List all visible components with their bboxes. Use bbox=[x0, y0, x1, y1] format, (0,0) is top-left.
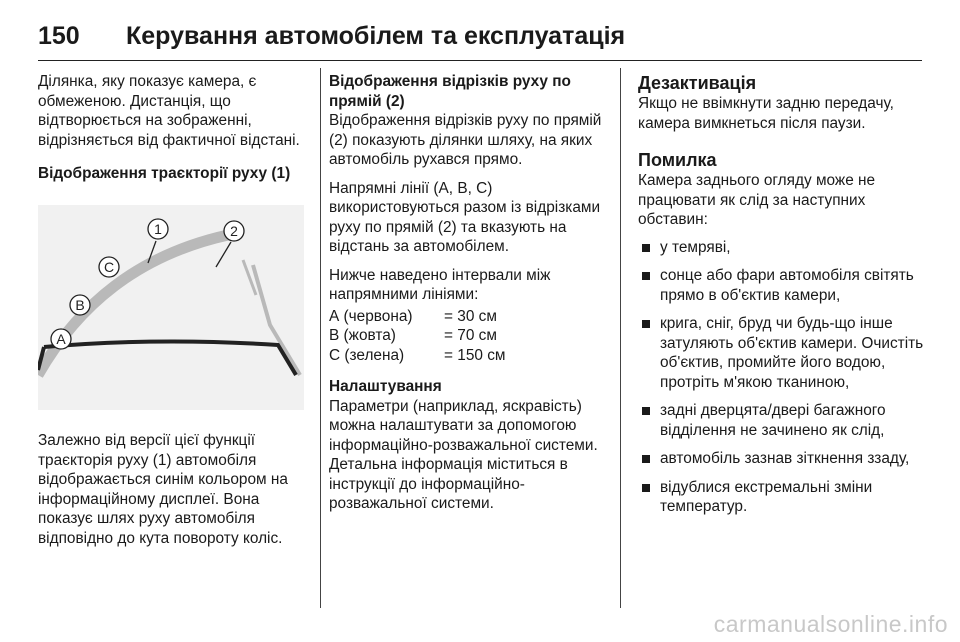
interval-label: С (зелена) bbox=[329, 346, 405, 364]
bullet-icon bbox=[642, 244, 650, 252]
interval-label: В (жовта) bbox=[329, 327, 396, 344]
error-conditions-list bbox=[638, 238, 928, 517]
svg-text:2: 2 bbox=[230, 222, 238, 239]
straight-segments-paragraph: Відображення відрізків руху по прямій (2) показують ділянки шляху, на яких автомобіль рухався прямо. bbox=[329, 112, 602, 168]
column-left bbox=[38, 72, 306, 557]
interval-row bbox=[329, 307, 506, 327]
svg-text:B: B bbox=[75, 296, 85, 313]
settings-heading: Налаштування bbox=[329, 378, 442, 395]
deactivation-paragraph: Якщо не ввімкнути задню передачу, камера вимкнеться після паузи. bbox=[638, 95, 894, 132]
bullet-icon bbox=[642, 407, 650, 415]
svg-text:C: C bbox=[103, 258, 115, 275]
list-item: задні дверцята/двері багажного відділення не зачинено як слід, bbox=[638, 401, 928, 440]
settings-paragraph: Параметри (наприклад, яскравість) можна налаштувати за допомогою інформаційно-розважальної системи. Детальна інформація міститься в інструкції до інформаційно-розважальної системи. bbox=[329, 397, 598, 512]
list-item: сонце або фари автомобіля світять прямо в об'єктив камери, bbox=[638, 266, 928, 305]
interval-row bbox=[329, 326, 506, 346]
bullet-icon bbox=[642, 320, 650, 328]
callout-b bbox=[70, 295, 90, 315]
column-right bbox=[638, 72, 928, 526]
error-paragraph: Камера заднього огляду може не працювати як слід за наступних обставин: bbox=[638, 172, 876, 228]
error-heading: Помилка bbox=[638, 150, 717, 170]
interval-row bbox=[329, 346, 506, 366]
trajectory-description: Залежно від версії цієї функції траєкторія руху (1) автомобіля відображається синім кольором на інформаційному дисплеї. Вона показує шлях руху автомобіля відповідно до кута повороту коліс. bbox=[38, 432, 288, 547]
list-item: відублися екстремальні зміни температур. bbox=[638, 478, 928, 517]
trajectory-heading: Відображення траєкторії руху (1) bbox=[38, 165, 291, 182]
interval-label: А (червона) bbox=[329, 307, 413, 325]
page-title: Керування автомобілем та експлуатація bbox=[126, 21, 626, 50]
deactivation-heading: Дезактивація bbox=[638, 73, 757, 93]
guidelines-paragraph: Напрямні лінії (A, B, C) використовуються разом із відрізками руху по прямій (2) та вказують на відстань за автомобілем. bbox=[329, 179, 601, 255]
intro-paragraph: Ділянка, яку показує камера, є обмеженою. Дистанція, що відтворюється на зображенні, відрізняється від фактичної відстані. bbox=[38, 73, 300, 149]
bullet-icon bbox=[642, 455, 650, 463]
callout-1 bbox=[148, 219, 168, 239]
bullet-icon bbox=[642, 272, 650, 280]
svg-text:A: A bbox=[56, 330, 66, 347]
interval-value: = 30 см bbox=[444, 307, 497, 325]
column-divider-1 bbox=[320, 68, 321, 608]
bullet-icon bbox=[642, 484, 650, 492]
svg-text:1: 1 bbox=[154, 220, 162, 237]
interval-value: = 150 см bbox=[444, 346, 506, 364]
column-divider-2 bbox=[620, 68, 621, 608]
interval-value: = 70 см bbox=[444, 327, 497, 344]
page-header bbox=[38, 12, 922, 61]
page-number: 150 bbox=[38, 21, 80, 50]
camera-guidelines-figure bbox=[38, 205, 304, 410]
intervals-intro: Нижче наведено інтервали між напрямними лініями: bbox=[329, 266, 551, 303]
callout-2 bbox=[224, 221, 244, 241]
watermark: carmanualsonline.info bbox=[713, 611, 948, 637]
list-item: автомобіль зазнав зіткнення ззаду, bbox=[638, 449, 928, 469]
column-middle bbox=[329, 72, 614, 523]
straight-segments-heading: Відображення відрізків руху по прямій (2) bbox=[329, 73, 571, 110]
callout-c bbox=[99, 257, 119, 277]
list-item: у темряві, bbox=[638, 238, 928, 258]
list-item: крига, сніг, бруд чи будь-що інше затуляють об'єктив камери. Очистіть об'єктив, промийте його водою, протріть м'якою тканиною, bbox=[638, 314, 928, 392]
callout-a bbox=[51, 329, 71, 349]
intervals-table bbox=[329, 307, 506, 366]
